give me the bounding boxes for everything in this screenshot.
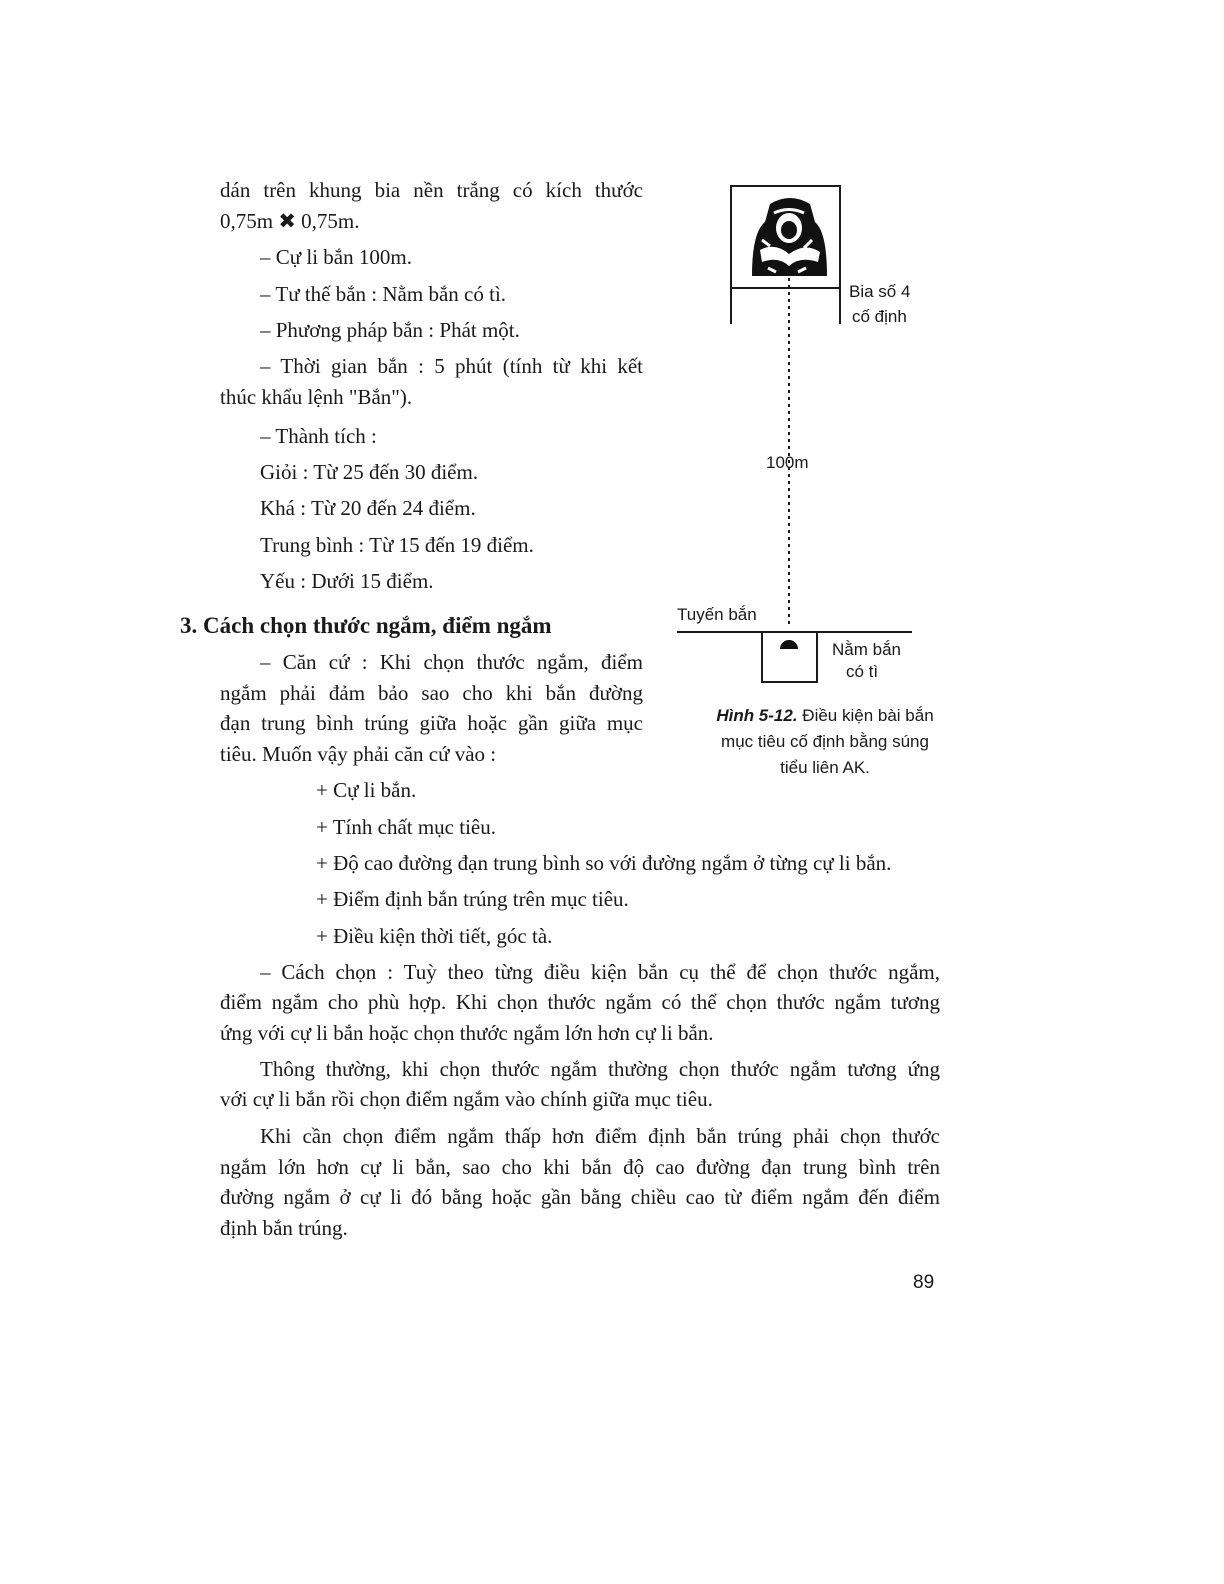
text-line: định bắn trúng. (220, 1216, 348, 1240)
text-line: thúc khẩu lệnh "Bắn"). (220, 385, 413, 409)
text-line: đường ngắm ở cự li đó bằng hoặc gần bằng chiều cao từ điểm ngắm đến điểm (220, 1185, 940, 1209)
list-item: + Độ cao đường đạn trung bình so với đường ngắm ở từng cự li bắn. (316, 851, 892, 875)
figure-caption (696, 703, 954, 781)
text-line: ngắm lớn hơn cự li bắn, sao cho khi bắn độ cao đường đạn trung bình trên (220, 1155, 940, 1179)
target-figure-icon (752, 198, 827, 276)
text-line: 0,75m ✖ 0,75m. (220, 209, 360, 233)
section-heading: 3. Cách chọn thước ngắm, điểm ngắm (180, 613, 552, 638)
target-label: cố định (852, 307, 907, 326)
firing-line-label: Tuyến bắn (677, 605, 757, 624)
list-item: + Cự li bắn. (316, 778, 417, 802)
caption-prefix: Hình 5-12. (716, 706, 798, 725)
text-line: – Cách chọn : Tuỳ theo từng điều kiện bắn cụ thể để chọn thước ngắm, (260, 960, 940, 984)
page-number: 89 (913, 1272, 935, 1293)
text-line: Yếu : Dưới 15 điểm. (260, 569, 434, 593)
text-line: – Phương pháp bắn : Phát một. (260, 318, 520, 342)
position-label: có tì (846, 662, 879, 681)
text-line: Giỏi : Từ 25 đến 30 điểm. (260, 460, 479, 484)
caption-text: Điều kiện bài bắn (802, 706, 934, 725)
list-item: + Điều kiện thời tiết, góc tà. (316, 924, 553, 948)
text-line: ngắm phải đảm bảo sao cho khi bắn đường (220, 681, 643, 705)
text-line: Khi cần chọn điểm ngắm thấp hơn điểm định bắn trúng phải chọn thước (260, 1124, 940, 1148)
text-line: Khá : Từ 20 đến 24 điểm. (260, 496, 476, 520)
distance-label: 100m (766, 453, 809, 472)
text-line: – Thời gian bắn : 5 phút (tính từ khi kết (260, 354, 643, 378)
shooter-icon (780, 640, 798, 649)
text-line: đạn trung bình trúng giữa hoặc gần giữa mục (220, 711, 643, 735)
text-line: – Tư thế bắn : Nằm bắn có tì. (260, 282, 507, 306)
text-line: – Thành tích : (260, 424, 377, 448)
text-line: Trung bình : Từ 15 đến 19 điểm. (260, 533, 534, 557)
target-label: Bia số 4 (849, 282, 911, 301)
text-line: – Cự li bắn 100m. (260, 245, 412, 269)
position-label: Nằm bắn (832, 640, 901, 659)
text-line: dán trên khung bia nền trắng có kích thước (220, 178, 643, 202)
text-line: với cự li bắn rồi chọn điểm ngắm vào chính giữa mục tiêu. (220, 1087, 713, 1111)
text-line: ứng với cự li bắn hoặc chọn thước ngắm lớn hơn cự li bắn. (220, 1021, 714, 1045)
list-item: + Điểm định bắn trúng trên mục tiêu. (316, 887, 629, 911)
text-line: Thông thường, khi chọn thước ngắm thường chọn thước ngắm tương ứng (260, 1057, 940, 1081)
list-item: + Tính chất mục tiêu. (316, 815, 496, 839)
text-line: điểm ngắm cho phù hợp. Khi chọn thước ngắm có thể chọn thước ngắm tương (220, 990, 940, 1014)
caption-text: tiểu liên AK. (780, 758, 870, 777)
text-line: tiêu. Muốn vậy phải căn cứ vào : (220, 742, 497, 766)
firing-position-box (762, 632, 817, 682)
caption-text: mục tiêu cố định bằng súng (721, 732, 929, 751)
text-line: – Căn cứ : Khi chọn thước ngắm, điểm (260, 650, 643, 674)
